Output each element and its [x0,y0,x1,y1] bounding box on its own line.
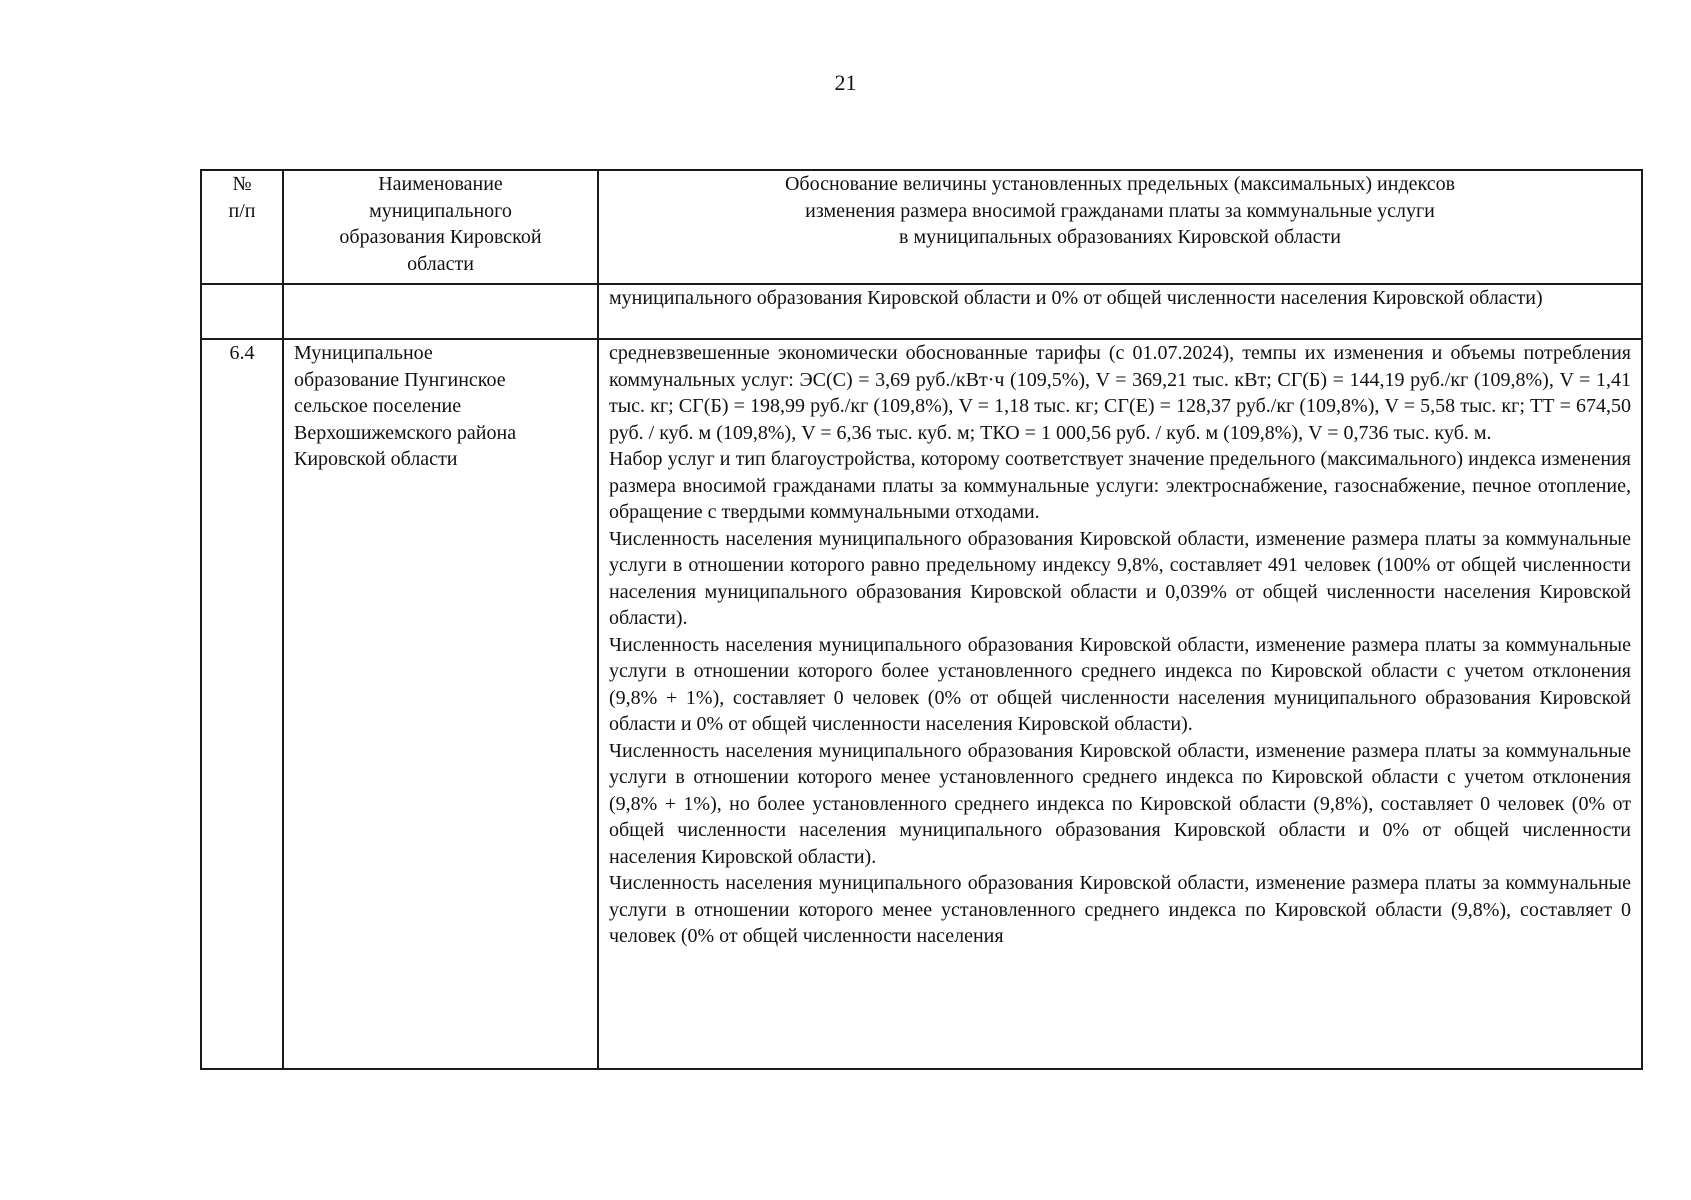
tariff-index-table [200,169,1643,1070]
justification-paragraph: муниципального образования Кировской области и 0% от общей численности населения Кировской области) [609,287,1543,309]
table-header-row [201,170,1642,284]
cell-municipality-name: Муниципальное образование Пунгинское сельское поселение Верхошижемского района Кировской области [283,339,598,1069]
justification-paragraph-equal-index: Численность населения муниципального образования Кировской области, изменение размера платы за коммунальные услуги в отношении которого равно предельному индексу 9,8%, составляет 491 человек (100% от общей численности населения муниципального образования Кировской области и 0,039% от общей численности населения Кировской области). [609,527,1631,629]
header-row-number: № п/п [201,170,283,284]
table-row-continuation [201,284,1642,339]
cell-municipality-name [283,284,598,339]
header-municipality-name: Наименование муниципального образования Кировской области [283,170,598,284]
table-row-6-4 [201,339,1642,1069]
header-justification: Обоснование величины установленных предельных (максимальных) индексов изменения размера вносимой гражданами платы за коммунальные услуги в муниципальных образованиях Кировской области [598,170,1642,284]
page-number: 21 [834,70,857,95]
cell-row-number: 6.4 [201,339,283,1069]
justification-paragraph-above-index: Численность населения муниципального образования Кировской области, изменение размера платы за коммунальные услуги в отношении которого более установленного среднего индекса по Кировской области с учетом отклонения (9,8% + 1%), составляет 0 человек (0% от общей численности населения муниципального образования Кировской области и 0% от общей численности населения Кировской области). [609,633,1631,735]
justification-paragraph-below-index: Численность населения муниципального образования Кировской области, изменение размера платы за коммунальные услуги в отношении которого менее установленного среднего индекса по Кировской области (9,8%), составляет 0 человек (0% от общей численности населения [609,872,1631,947]
justification-paragraph-services: Набор услуг и тип благоустройства, которому соответствует значение предельного (максимального) индекса изменения размера вносимой гражданами платы за коммунальные услуги: электроснабжение, газоснабжение, печное отопление, обращение с твердыми коммунальными отходами. [609,448,1631,523]
justification-paragraph-tariffs: средневзвешенные экономически обоснованные тарифы (с 01.07.2024), темпы их изменения и объемы потребления коммунальных услуг: ЭС(С) = 3,69 руб./кВт·ч (109,5%), V = 369,21 тыс. кВт; СГ(Б) = 144,19 руб./кг (109,8%), V = 1,41 тыс. кг; СГ(Б) = 198,99 руб./кг (109,8%), V = 1,18 тыс. кг; СГ(Е) = 128,37 руб./кг (109,8%), V = 5,58 тыс. кг; ТТ = 674,50 руб. / куб. м (109,8%), V = 6,36 тыс. куб. м; ТКО = 1 000,56 руб. / куб. м (109,8%), V = 0,736 тыс. куб. м. [609,342,1631,444]
cell-justification [598,284,1642,339]
cell-row-number [201,284,283,339]
cell-justification [598,339,1642,1069]
justification-paragraph-between-index: Численность населения муниципального образования Кировской области, изменение размера платы за коммунальные услуги в отношении которого менее установленного среднего индекса по Кировской области с учетом отклонения (9,8% + 1%), но более установленного среднего индекса по Кировской области (9,8%), составляет 0 человек (0% от общей численности населения муниципального образования Кировской области и 0% от общей численности населения Кировской области). [609,739,1631,868]
